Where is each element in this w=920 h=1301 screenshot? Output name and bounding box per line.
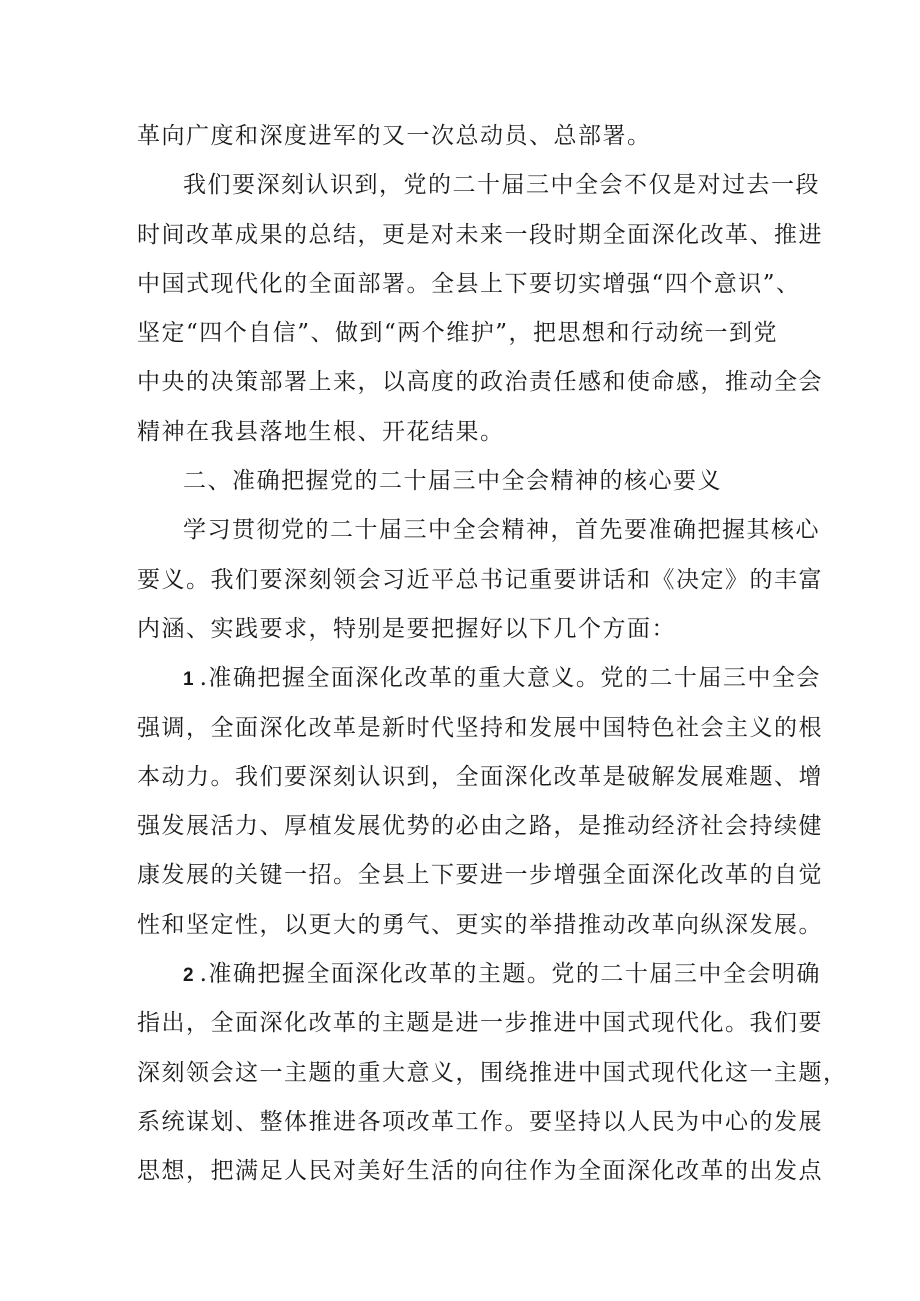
text-line: 二、准确把握党的二十届三中全会精神的核心要义 [183,468,722,495]
text-line: 精神在我县落地生根、开花结果。 [137,418,505,445]
text-line: 强调，全面深化改革是新时代坚持和发展中国特色社会主义的根 [137,714,823,741]
text-line: 指出，全面深化改革的主题是进一步推进中国式现代化。我们要 [137,1010,823,1037]
numbered-item-1 [137,654,823,950]
text-line: 性和坚定性，以更大的勇气、更实的举措推动改革向纵深发展。 [137,911,823,938]
text-line: 学习贯彻党的二十届三中全会精神，首先要准确把握其核心 [183,517,820,544]
item-number: 1 [183,669,194,691]
text-line: 中央的决策部署上来，以高度的政治责任感和使命感，推动全会 [137,369,823,396]
item-number: 2 [183,965,194,987]
text-line: 深刻领会这一主题的重大意义，围绕推进中国式现代化这一主题， [137,1059,848,1086]
text-line [137,654,821,703]
text-line: 中国式现代化的全面部署。全县上下要切实增强“四个意识”、 [137,270,801,297]
item-text: .准确把握全面深化改革的主题。党的二十届三中全会明确 [199,961,821,988]
text-line: 系统谋划、整体推进各项改革工作。要坚持以人民为中心的发展 [137,1108,823,1135]
text-line: 坚定“四个自信”、做到“两个维护”，把思想和行动统一到党 [137,320,779,347]
numbered-item-2 [137,950,848,1196]
text-line: 时间改革成果的总结，更是对未来一段时期全面深化改革、推进 [137,221,823,248]
text-line: 强发展活力、厚植发展优势的必由之路，是推动经济社会持续健 [137,813,823,840]
section-heading [137,457,797,506]
text-line: 我们要深刻认识到，党的二十届三中全会不仅是对过去一段 [183,172,820,199]
paragraph-intro [137,506,823,654]
paragraph-understanding [137,161,823,457]
text-line: 思想，把满足人民对美好生活的向往作为全面深化改革的出发点 [137,1158,823,1185]
paragraph-continuation [137,112,797,161]
text-line: 要义。我们要深刻领会习近平总书记重要讲话和《决定》的丰富 [137,566,823,593]
text-line: 本动力。我们要深刻认识到，全面深化改革是破解发展难题、增 [137,763,823,790]
text-line: 内涵、实践要求，特别是要把握好以下几个方面： [137,615,676,642]
text-line: 康发展的关键一招。全县上下要进一步增强全面深化改革的自觉 [137,862,823,889]
document-body [137,112,848,1197]
item-text: .准确把握全面深化改革的重大意义。党的二十届三中全会 [199,665,821,692]
text-line [137,950,821,999]
text-line: 革向广度和深度进军的又一次总动员、总部署。 [137,123,652,149]
